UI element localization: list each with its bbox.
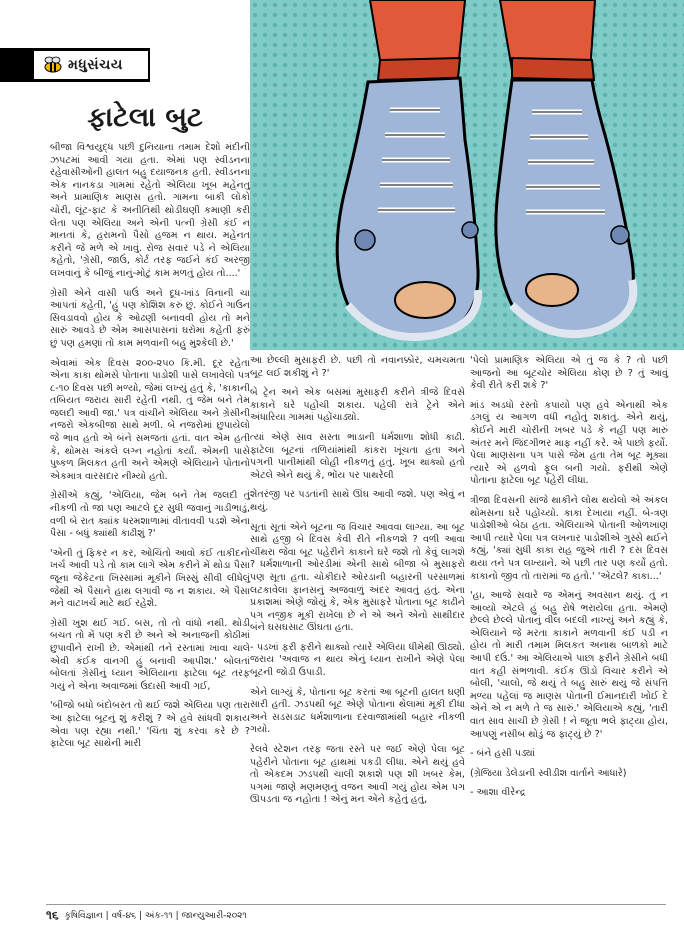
- paragraph: બે ટ્રેન અને એક બસમાં મુસાફરી કરીને ત્રીજે દિવસે કાકાને ઘરે પહોંચી શકાય. પહેલી રાત્રે ટ્રેને એને અંધારિયા ગામમાં પહોંચાડ્યો.: [250, 387, 465, 424]
- source-credit: (ગ્રેજિયા ડેલેડાની સ્વીડીશ વાર્તાને આધારે): [470, 767, 627, 779]
- page-number: ૧૬: [46, 908, 59, 922]
- paragraph: ગ્રેસી એને વાસી પાઉં અને દૂધ-ખાંડ વિનાની ચા આપતાં કહેતી, 'હું પણ કોશિશ કરું છું. કોઈને ગાઉન સિવડાવવો હોય કે ઓઢણી બનાવવી હોય તો મને સારું આવડે છે એમ આસપાસનાં ઘરોમાં કહેતી ફરું છું પણ હમણાં તો કામ મળવાની બહુ મુશ્કેલી છે.': [50, 287, 250, 349]
- article-title: ફાટેલા બુટ: [87, 102, 203, 133]
- paragraph: ત્રીજા દિવસની સાંજે થાકીને લોથ થયેલો એ અંકલ થોમસના ઘરે પહોંચ્યો. કાકા દેખાયા નહીં. બે-ત્રણ પાડોશીઓ બેઠા હતા. એલિયાએ પોતાની ઓળખાણ આપી ત્યારે પેલા પત્ર લખનાર પાડોશીએ ગુસ્સે થઈને કહ્યું, 'ક્યાં સુધી કાકા રાહ જુએ તારી ? દસ દિવસ થયા તને પત્ર લખ્યાને. એ પછી તાર પણ કર્યો હતો. કાકાનો જીવ તો તારામાં જ હતો.' 'એટલે? કાકા...': [470, 494, 668, 582]
- paragraph: રેલવે સ્ટેશન તરફ જતા રસ્તે પર જઈ એણે પેલા બૂટ પહેરીને પોતાના બૂટ હાથમાં પકડી લીધા. એને થયું હવે તો એકદમ ઝડપથી ચાલી શકાશે પણ શી ખબર કેમ, પગમાં જાણે મણમણનું વજન આવી ગયું હોય એમ પગ ઊપડતા જ નહોતા ! એનું મન એને કહેતું હતું,: [250, 744, 465, 806]
- paragraph: 'બીજો બધો બંદોબસ્ત તો થઈ જશે એલિયા પણ તારા આ ફાટેલા બૂટનું શું કરીશું ? એ હવે સાંધવી શકાય એવા પણ રહ્યા નથી.' 'ચિંતા શું કરવા કરે છે ? ફાટેલા બૂટ સાથેની મારી: [50, 700, 250, 750]
- paragraph: ત્યાં એણે સાવ સસ્તા ભાડાની ધર્મશાળા શોધી કાઢી. ફાટેલા બૂટનાં તળિયાંમાંથી કાંકરા ખૂંચતા હતા અને પગની પાનીમાંથી લોહી નીકળતું હતું. ખૂબ થાક્યો હતો એટલે એને થયું કે, ભોંય પર પાથરેલી: [250, 431, 465, 481]
- paragraph: ગ્રેસી ખુશ થઈ ગઈ. બસ, તો તો વાંધો નથી. થોડી બચત તો મેં પણ કરી છે અને એ અનાજની કોઠીમાં છુપાવીને રાખી છે. એમાંથી તને રસ્તામાં ખાવા ચાલે એવી કંઈક વાનગી હું બનાવી આપીશ.' બોલતાં બોલતાં ગ્રેસીનું ધ્યાન એલિયાના ફાટેલા બૂટ તરફ ગયું ને એના અવાજમાં ઉદાસી આવી ગઈ,: [50, 617, 250, 692]
- article-column-1: [50, 142, 250, 758]
- section-label: મધુસંચય: [68, 57, 123, 73]
- paragraph: એને લાગ્યું કે, પોતાના બૂટ કરતાં આ બૂટની હાલત ઘણી સારી હતી. ઝડપથી બૂટ એણે પોતાના થેલામાં મૂકી દીધા અને સડસડાટ ધર્મશાળાના દરવાજામાંથી બહાર નીકળી ગયો.: [250, 686, 465, 736]
- paragraph: માંડ અડધો રસ્તો કપાયો પણ હવે એનાથી એક ડગલું ય આગળ વધી નહોતું શકાતું. એને થયું, કોઈને મારી ચોરીની ખબર પડે કે નહીં પણ મારું અંતર મને જિંદગીભર માફ નહીં કરે. એ પાછો ફર્યો. પેલા માણસના પગ પાસે જેમ હતા તેમ બૂટ મૂક્યા ત્યારે એ હળવો ફૂલ બની ગયો. ફરીથી એણે પોતાના ફાટેલા બૂટ પહેરી લીધા.: [470, 399, 668, 487]
- article-column-2: [250, 355, 465, 814]
- paragraph: 'એની તું ફિકર ન કર, ઓચિંતો આવો કંઈ તાકીદનો ખર્ચ આવી પડે તો કામ લાગે એમ કરીને મેં થોડા પૈસા જૂના જેકેટના ખિસ્સામાં મૂકીને ખિસ્સું સીવી લીધેલું જેથી એ પૈસાને હાથ લગાવી જ ન શકાય. એ પૈસા મને વાટખર્ચ માટે થઈ રહેશે.: [50, 547, 250, 610]
- article-column-3: [470, 355, 668, 807]
- bee-icon: [40, 56, 64, 74]
- page-footer: [46, 904, 666, 923]
- paragraph: ગ્રેસીએ કહ્યું, 'એલિયા, જેમ બને તેમ જલદી તું નીકળી તો જા પણ આટલે દૂર સુધી જવાનું ગાડીભાડું, વળી બે રાત ક્યાંક ધરમશાળામાં વીતાવવી પડશે એના પૈસા - બધું ક્યાંથી કાઢીશું ?': [50, 490, 250, 540]
- paragraph: શેતરંજી પર પડતાંની સાથે ઊંઘ આવી જશે. પણ એવું ન થયું.: [250, 489, 465, 513]
- paragraph: 'હા, આજે સવારે જ એમનું અવસાન થયું. તું ન આવ્યો એટલે હું બહુ રોષે ભરાયેલા હતા. એમણે છેલ્લે છેલ્લે પોતાનું વીલ બદલી નાખ્યું અને કહ્યું કે, એલિયાને જે મરતા કાકાને મળવાની કંઈ પડી ન હોય તો મારી તમામ મિલકત અનાથ બાળકો માટે આપી દઉં.' આ એલિયાએ પાછા ફરીને ગ્રેસીને બધી વાત કહી સંભળાવી. કંઈક ઊંડો વિચાર કરીને એ બોલી, 'ચાલો, જે થયું તે બહુ સારું થયું જે સંપત્તિ મળ્યા પહેલાં જ માણસ પોતાની ઈમાનદારી ખોઈ દે એને એ ન મળે તે જ સારું.' એલિયાએ કહ્યું, 'તારી વાત સાવ સાચી છે ગ્રેસી ! ને જૂતા ભલે ફાટ્યા હોય, આપણું નસીબ થોડું જ ફાટ્યું છે ?': [470, 590, 668, 740]
- author-name: - આશા વીરેન્દ્ર: [470, 787, 526, 799]
- paragraph: 'પેલો પ્રામાણિક એલિયા એ તું જ કે ? તો પછી આજનો આ બૂટચોર એલિયા કોણ છે ? તું આવું કેવી રીતે કરી શકે ?': [470, 355, 668, 392]
- publication-info: કૃષિવિજ્ઞાન | વર્ષ-૪૬ | અંક-૧૧ | જાન્યુઆરી-૨૦૨૧: [64, 910, 247, 921]
- paragraph: આ છેલ્લી મુસાફરી છે. પછી તો નવાનક્કોર, ચમચમતા બૂટ લઈ શકીશું ને ?': [250, 355, 465, 379]
- paragraph: એવામાં એક દિવસ ૨૦૦-૨૫૦ કિ.મી. દૂર રહેતા એના કાકા થોમસે પોતાના પાડોશી પાસે લખાવેલો પત્ર ૮-૧૦ દિવસ પછી મળ્યો, જેમાં લખ્યું હતું કે, 'કાકાની તબિયત જરાય સારી રહેતી નથી. તું જેમ બને તેમ જલદી આવી જા.' પત્ર વાંચીને એલિયા અને ગ્રેસીની નજરો એકબીજા સાથે મળી. બે નજરોમાં છુપાયેલો જે ભાવ હતો એ બંને સમજતાં હતાં. વાત એમ હતી કે, થોમસ અંકલે લગ્ન નહોતાં કર્યાં. એમની પાસે પુષ્કળ મિલકત હતી અને એમણે એલિયાને પોતાનો એકમાત્ર વારસદાર નીમ્યો હતો.: [50, 357, 250, 482]
- torn-shoes-illustration: [250, 0, 684, 350]
- section-label-box: [12, 51, 148, 79]
- paragraph: બીજા વિશ્વયુદ્ધ પછી દુનિયાના તમામ દેશો મંદીની ઝપટમાં આવી ગયા હતા. એમાં પણ સ્વીડનના રહેવાસીઓની હાલત બહુ દયાજનક હતી. સ્વીડનના એક નાનકડા ગામમાં રહેતો એલિયા ખૂબ મહેનતુ અને પ્રામાણિક માણસ હતો. ગામના બાકી લોકો ચોરી, લૂંટ-ફાટ કે અનીતિથી થોડીઘણી કમાણી કરી લેતા પણ એલિયા અને એની પત્ની ગ્રેસી કંઈ ન માનતાં કે, હરામનો પૈસો હજમ ન થાય. મહેનત કરીને જે મળે એ ખાવું. રોજ સવાર પડે ને એલિયા કહેતો, 'ગ્રેસી, જાઉં, કોર્ટ તરફ જઈને કંઈ અરજી લખવાનું કે બીજું નાનું-મોટું કામ મળતું હોય તો....': [50, 142, 250, 279]
- paragraph: સૂતાં સૂતાં એને બૂટના જ વિચાર આવવા લાગ્યા. આ બૂટ સાથે હજી બે દિવસ કેવી રીતે નીકળશે ? વળી આવા ચીંથરા જેવા બૂટ પહેરીને કાકાને ઘરે જશે તો કેવું લાગશે ? ધર્મશાળાની ઓરડીમાં એની સાથે બીજા બે મુસાફરો પણ સૂતા હતા. ચોકીદારે ઓરડાની બહારની પરસાળમાં લટકાવેલા ફાનસનું અજવાળું અંદર આવતું હતું. એના પ્રકાશમાં એણે જોયું કે, એક મુસાફરે પોતાના બૂટ કાઢીને પગ નજીક મૂકી રાખેલા છે ને એ અને એનો સાથીદાર બંને ઘસઘસાટ ઊંઘતા હતા.: [250, 521, 465, 634]
- closing-line: - બંને હસી પડ્યાં: [470, 748, 536, 760]
- paragraph: - પડખાં ફરી ફરીને થાક્યો ત્યારે એલિયા ધીમેથી ઊઠ્યો. જરાય 'અવાજ ન થાય એનું ધ્યાન રાખીને એણે પેલા બૂટની જોડી ઉપાડી.: [250, 641, 465, 679]
